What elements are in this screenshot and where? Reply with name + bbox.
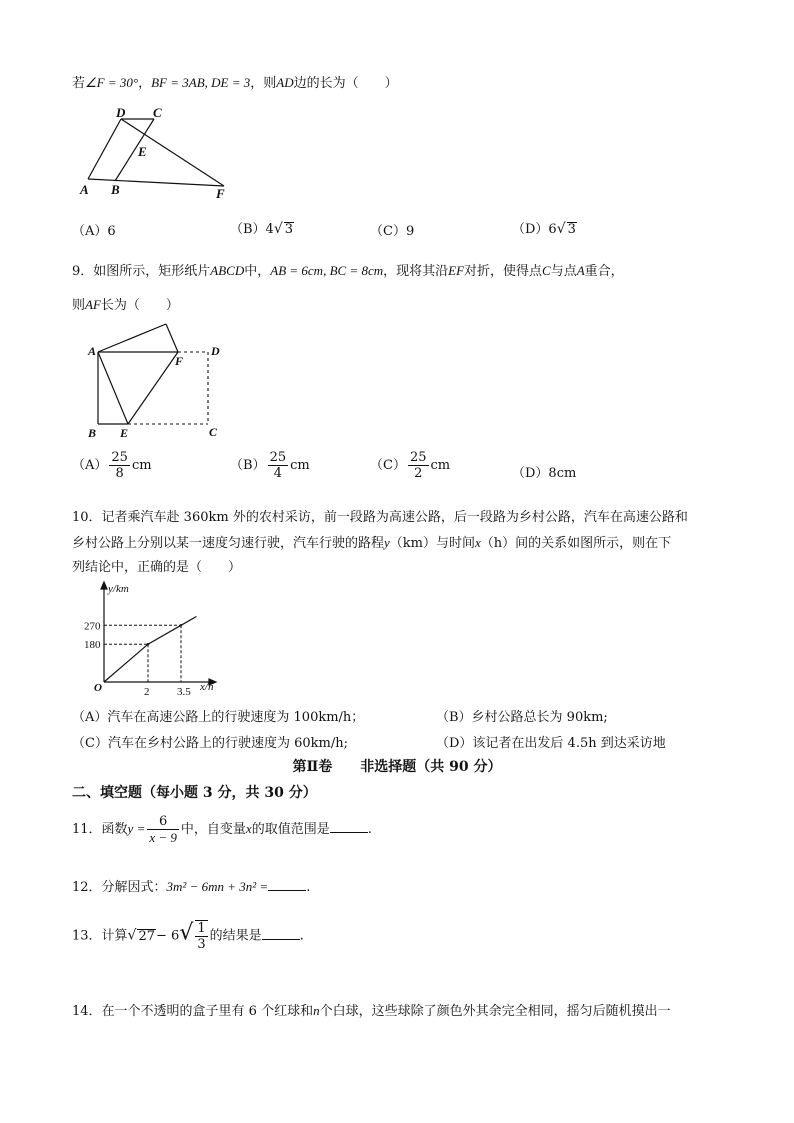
q12-answer-blank[interactable] bbox=[268, 878, 306, 891]
section-heading: 二、填空题（每小题 3 分，共 30 分） bbox=[72, 785, 317, 801]
q9-option-b-prefix: （B） bbox=[230, 458, 266, 473]
q8-label-e: E bbox=[138, 144, 147, 159]
q9-label-c: C bbox=[209, 425, 218, 439]
q9-target-segment: AF bbox=[85, 297, 101, 312]
q10-stem-line1: 10．记者乘汽车赴 360km 外的农村采访，前一段路为高速公路，后一段路为乡村公路，汽车在高速公路和 bbox=[72, 510, 688, 525]
q11-var-x: x bbox=[245, 821, 252, 836]
q9-label-b: B bbox=[88, 426, 97, 440]
q9-label-d: D bbox=[211, 344, 220, 358]
q9-option-a-fraction bbox=[109, 450, 130, 481]
q9-option-a[interactable] bbox=[72, 450, 152, 481]
q9-text: 9．如图所示，矩形纸片 bbox=[72, 264, 211, 279]
q10-chart bbox=[84, 578, 224, 696]
q13 bbox=[72, 920, 304, 952]
q11-number: 11．函数 bbox=[72, 822, 128, 837]
radical-icon: √ bbox=[556, 221, 566, 237]
q10-option-a[interactable]: （A）汽车在高速公路上的行驶速度为 100km/h； bbox=[72, 710, 365, 725]
q8-stem bbox=[72, 72, 398, 91]
y-tick-label: 270 bbox=[84, 620, 101, 633]
q8-segment-df bbox=[121, 119, 224, 186]
q8-option-a[interactable]: （A）6 bbox=[72, 224, 116, 239]
q9-rect-name: ABCD bbox=[210, 263, 245, 278]
x-tick-label: 3.5 bbox=[177, 686, 191, 696]
q14-text: 14．在一个不透明的盒子里有 6 个红球和 bbox=[72, 1004, 314, 1019]
x-axis-label: x/h bbox=[200, 681, 214, 693]
q10-text: （km）与时间 bbox=[389, 536, 476, 551]
q9-text: 则 bbox=[72, 298, 86, 313]
q12-number: 12．分解因式： bbox=[72, 880, 167, 895]
q8-segment-ad bbox=[88, 119, 121, 179]
series-line bbox=[104, 616, 196, 682]
q10-option-b[interactable]: （B）乡村公路总长为 90km; bbox=[436, 710, 608, 725]
q9-label-e: E bbox=[120, 426, 129, 440]
radical-icon: √ bbox=[273, 221, 283, 237]
numerator: 1 bbox=[197, 921, 206, 936]
q10-var-x: x bbox=[475, 535, 481, 550]
q8-figure bbox=[78, 106, 238, 200]
q8-label-f: F bbox=[216, 186, 225, 200]
radical-icon: √ bbox=[127, 927, 137, 944]
numerator: 25 bbox=[111, 450, 128, 465]
q9-segment-ef bbox=[128, 352, 178, 424]
q13-radicand: 27 bbox=[138, 928, 156, 944]
radical-icon: √ bbox=[179, 920, 194, 946]
q9-figure bbox=[84, 316, 224, 440]
q8-stem-suffix: ，则 bbox=[250, 76, 277, 91]
q9-text: 与点 bbox=[550, 264, 577, 279]
q9-dimensions: AB = 6cm, BC = 8cm bbox=[270, 263, 384, 278]
q8-condition-angle: ∠F = 30° bbox=[85, 75, 139, 90]
q9-point-c: C bbox=[542, 263, 551, 278]
unit: cm bbox=[430, 458, 451, 473]
q9-point-a: A bbox=[576, 263, 585, 278]
q13-fraction bbox=[195, 920, 207, 952]
q8-label-a: A bbox=[80, 182, 89, 197]
q10-stem-line2 bbox=[72, 532, 671, 551]
q9-segment-a-cprime bbox=[98, 324, 166, 352]
q8-option-c[interactable]: （C）9 bbox=[370, 224, 415, 239]
denominator: 8 bbox=[115, 466, 124, 481]
q9-option-b[interactable] bbox=[230, 450, 310, 481]
q9-stem-line2 bbox=[72, 294, 179, 313]
q13-period: . bbox=[299, 928, 304, 944]
denominator: 3 bbox=[197, 937, 206, 952]
q8-segment-af bbox=[88, 179, 224, 186]
q9-option-b-fraction bbox=[268, 450, 289, 481]
q8-label-c: C bbox=[153, 106, 162, 120]
q12-expression: 3m² − 6mn + 3n² = bbox=[166, 879, 269, 894]
q11-text: 中，自变量 bbox=[180, 822, 246, 837]
q8-label-b: B bbox=[111, 182, 120, 197]
q14-text: 个白球，这些球除了颜色外其余完全相同，摇匀后随机摸出一 bbox=[319, 1004, 671, 1019]
q14-var-n: n bbox=[313, 1003, 320, 1018]
denominator: 2 bbox=[414, 466, 423, 481]
section-title: 第Ⅱ卷 非选择题（共 90 分） bbox=[292, 759, 502, 775]
q8-label-d: D bbox=[116, 106, 126, 120]
y-tick-label: 180 bbox=[84, 639, 101, 652]
q10-option-c[interactable]: （C）汽车在乡村公路上的行驶速度为 60km/h; bbox=[72, 736, 348, 751]
q10-stem-line3: 列结论中，正确的是（ ） bbox=[72, 560, 242, 575]
q10-text: 乡村公路上分别以某一速度匀速行驶，汽车行驶的路程 bbox=[72, 536, 385, 551]
q13-answer-blank[interactable] bbox=[262, 927, 300, 940]
q8-option-d-prefix: （D）6 bbox=[512, 222, 557, 237]
q9-option-c-prefix: （C） bbox=[370, 458, 406, 473]
q10-var-y: y bbox=[384, 535, 390, 550]
y-axis-arrow-icon bbox=[101, 582, 107, 589]
q9-text: ，现将其沿 bbox=[383, 264, 449, 279]
q9-label-a: A bbox=[88, 344, 97, 358]
q13-number: 13．计算 bbox=[72, 928, 128, 944]
unit: cm bbox=[290, 458, 310, 473]
q12-period: . bbox=[306, 880, 311, 895]
data-point bbox=[180, 624, 182, 626]
q11-period: . bbox=[367, 822, 372, 837]
q8-option-b-prefix: （B）4 bbox=[230, 222, 274, 237]
q9-label-f: F bbox=[175, 354, 184, 368]
q11-lhs: y = bbox=[127, 821, 146, 836]
origin-label: O bbox=[94, 682, 102, 694]
y-axis-label: y/km bbox=[108, 583, 129, 595]
q9-option-d[interactable]: （D）8cm bbox=[512, 466, 577, 481]
q11 bbox=[72, 814, 372, 845]
q9-text: 中， bbox=[244, 264, 271, 279]
q13-text: 的结果是 bbox=[209, 928, 262, 944]
unit: cm bbox=[131, 458, 152, 473]
denominator: 4 bbox=[273, 466, 282, 481]
q8-option-b[interactable] bbox=[230, 218, 294, 237]
q11-text: 的取值范围是 bbox=[251, 822, 330, 837]
q9-text: 重合， bbox=[584, 264, 624, 279]
q8-sep: ， bbox=[138, 76, 152, 91]
q9-fold-line: EF bbox=[448, 263, 465, 278]
numerator: 25 bbox=[409, 450, 427, 465]
q8-stem-end: 边的长为（ ） bbox=[293, 76, 398, 91]
q8-option-b-radicand: 3 bbox=[284, 222, 294, 237]
numerator: 25 bbox=[269, 450, 287, 465]
numerator: 6 bbox=[147, 814, 179, 830]
q9-text: 长为（ ） bbox=[100, 298, 179, 313]
q8-option-d-radicand: 3 bbox=[567, 222, 576, 237]
q9-option-a-prefix: （A） bbox=[72, 458, 108, 473]
q12 bbox=[72, 876, 310, 895]
q8-target-segment: AD bbox=[276, 75, 294, 90]
q8-option-d[interactable] bbox=[512, 218, 577, 237]
q9-option-c[interactable] bbox=[370, 450, 450, 481]
denominator: x − 9 bbox=[149, 830, 177, 845]
q8-condition-lengths: BF = 3AB, DE = 3 bbox=[151, 75, 251, 90]
q9-segment-cprime-f bbox=[166, 324, 178, 352]
q11-answer-blank[interactable] bbox=[330, 820, 368, 833]
data-point bbox=[147, 643, 149, 645]
q9-option-c-fraction bbox=[408, 450, 429, 481]
q9-text: 对折，使得点 bbox=[464, 264, 543, 279]
q13-minus: − 6 bbox=[156, 928, 180, 944]
q9-segment-ae bbox=[98, 352, 128, 424]
q8-stem-prefix: 若 bbox=[72, 76, 86, 91]
q10-text: （h）间的关系如图所示，则在下 bbox=[480, 536, 672, 551]
q11-fraction bbox=[147, 814, 179, 845]
q9-stem-line1 bbox=[72, 260, 624, 279]
q14 bbox=[72, 1000, 671, 1019]
q10-option-d[interactable]: （D）该记者在出发后 4.5h 到达采访地 bbox=[436, 736, 666, 751]
x-tick-label: 2 bbox=[144, 686, 150, 696]
